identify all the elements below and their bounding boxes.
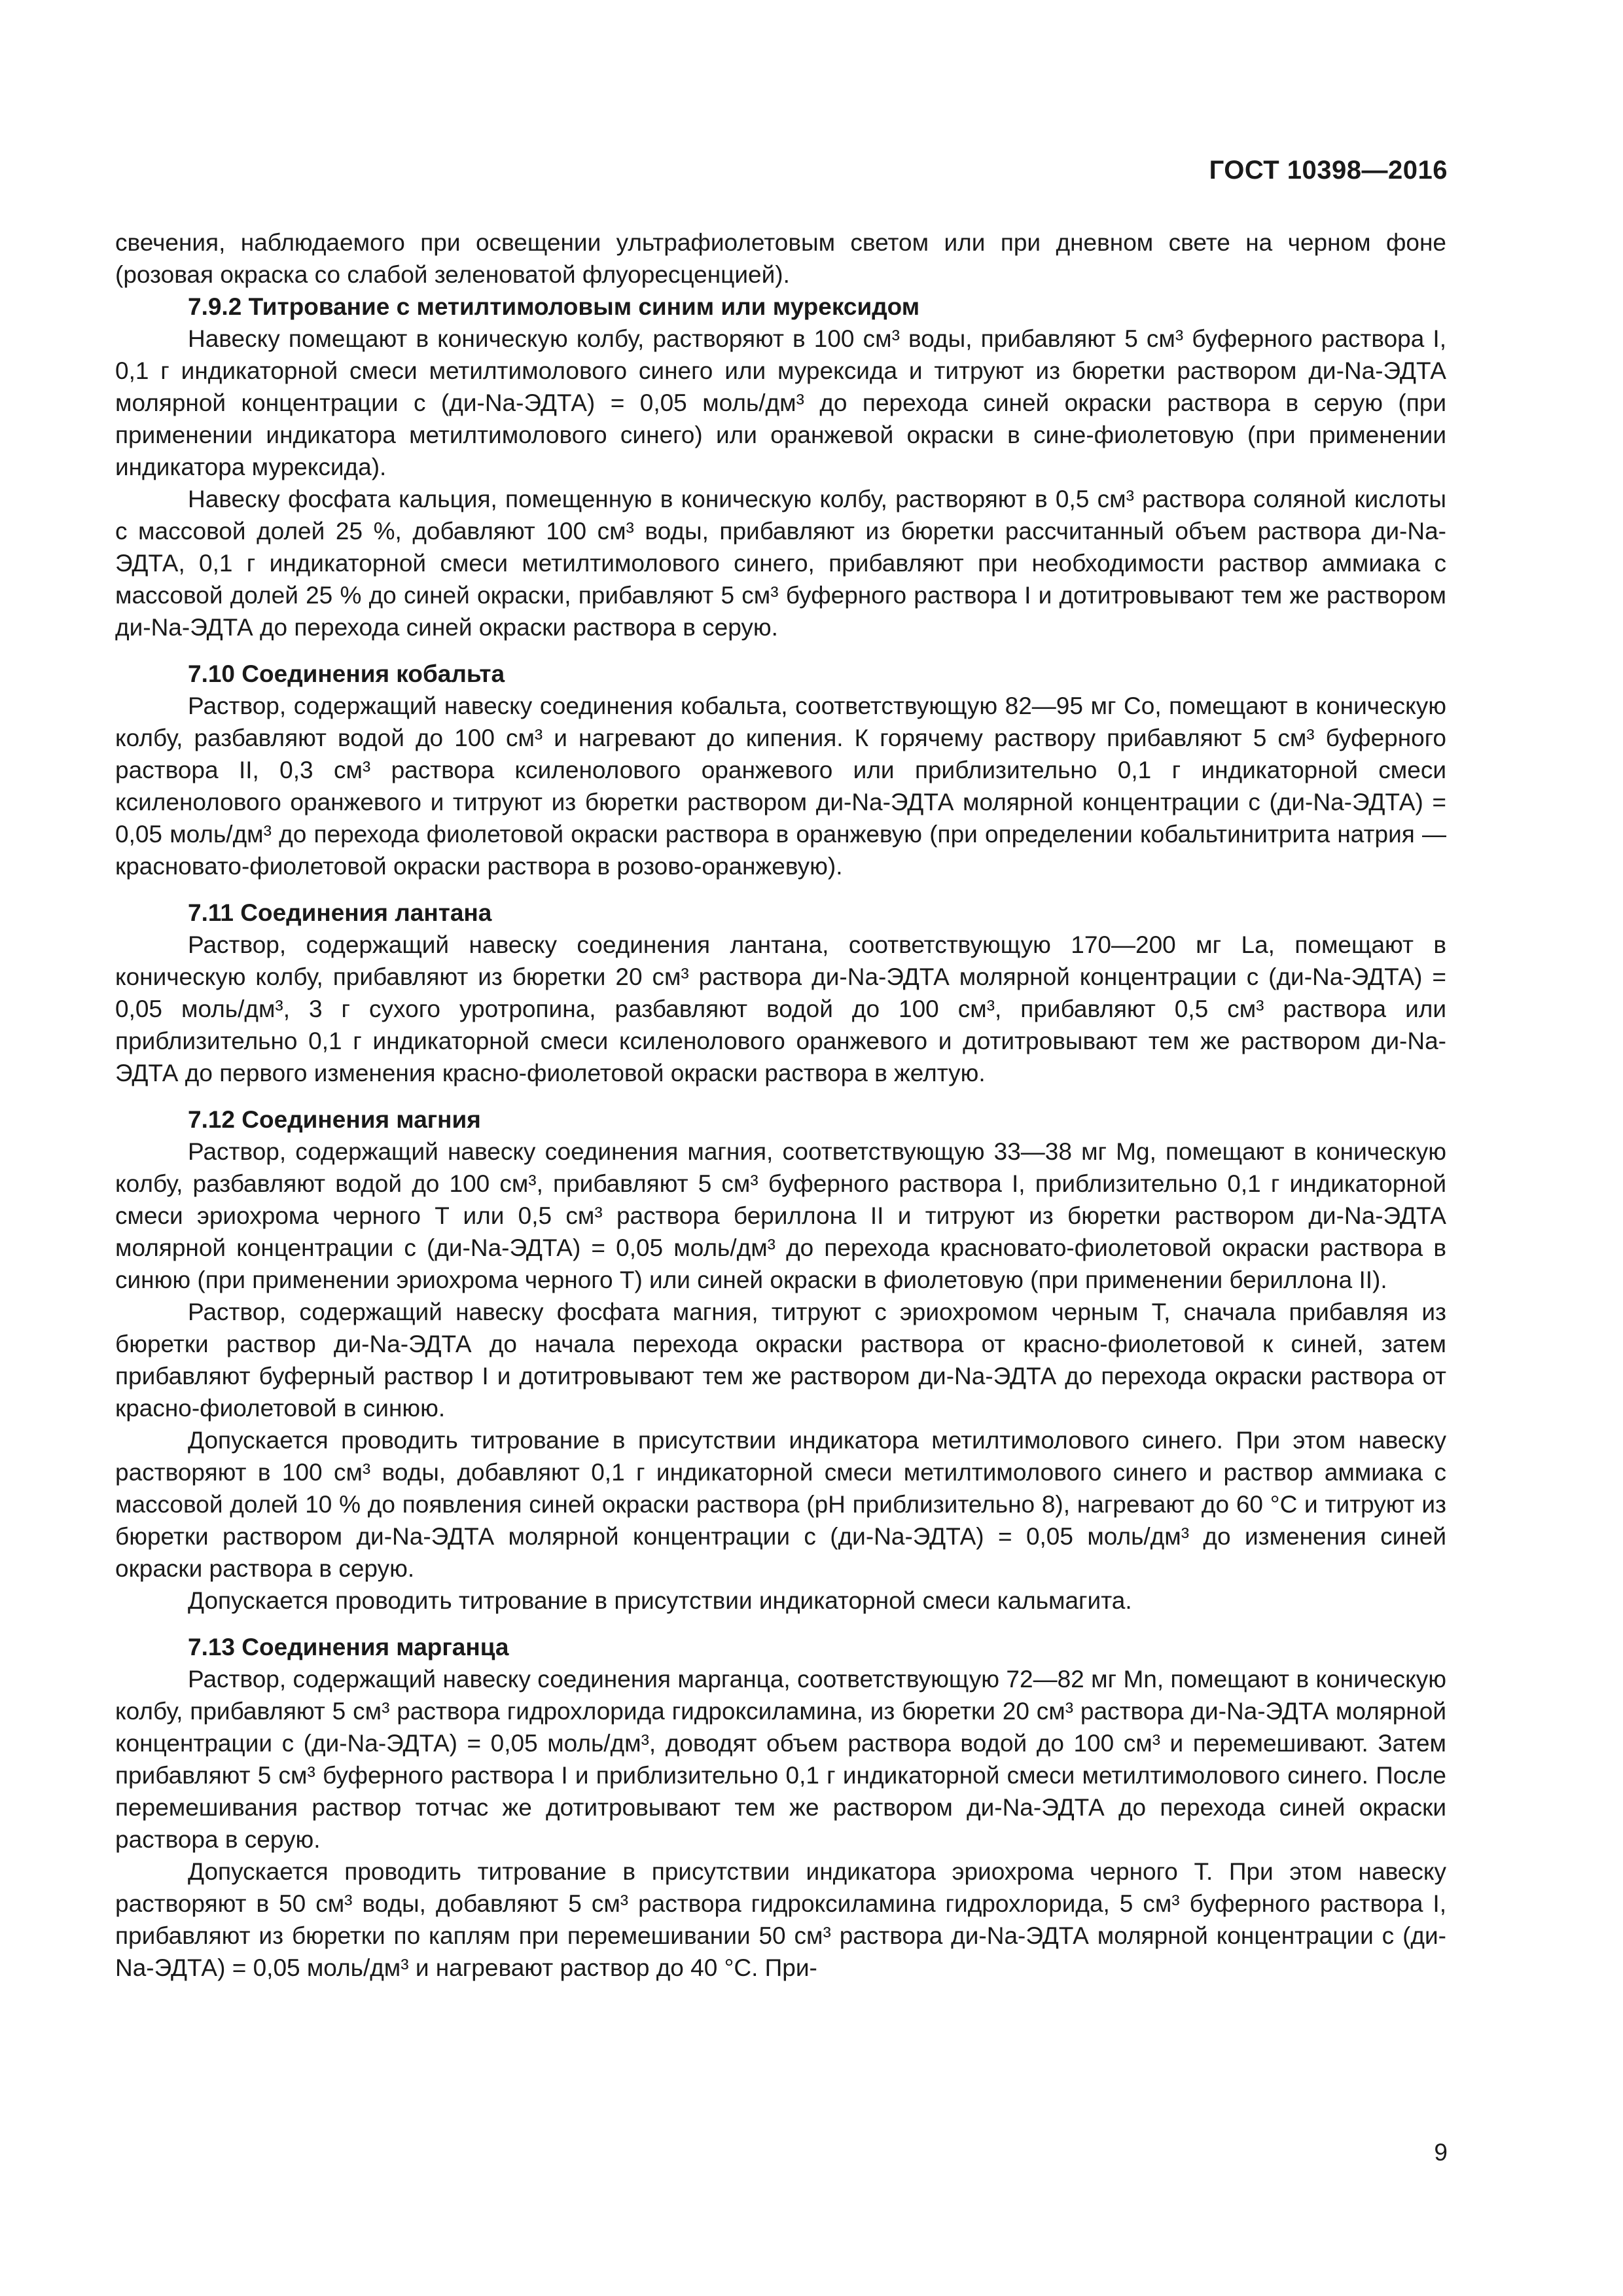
paragraph-7-13-a: Раствор, содержащий навеску соединения марганца, соответствующую 72—82 мг Mn, помещают в коническую колбу, прибавляют 5 см³ раствора гидрохлорида гидроксиламина, из бюретки 20 см³ раствора ди-Na-ЭДТА молярной концентрации c (ди-Na-ЭДТА) = 0,05 моль/дм³, доводят объем раствора водой до 100 см³ и перемешивают. Затем прибавляют 5 см³ буферного раствора I и приблизительно 0,1 г индикаторной смеси метилтимолового синего. После перемешивания раствор тотчас же дотитровывают тем же раствором ди-Na-ЭДТА до перехода синей окраски раствора в серую. [115,1666,1446,1853]
paragraph-7-12-d: Допускается проводить титрование в присутствии индикаторной смеси кальмагита. [188,1587,1132,1614]
section-heading-7-10: 7.10 Соединения кобальта [188,660,505,687]
paragraph-7-12-b: Раствор, содержащий навеску фосфата магния, титруют с эриохромом черным T, сначала прибавляя из бюретки раствор ди-Na-ЭДТА до начала перехода окраски раствора от красно-фиолетовой к синей, затем прибавляют буферный раствор I и дотитровывают тем же раствором ди-Na-ЭДТА до перехода окраски раствора от красно-фиолетовой в синюю. [115,1299,1446,1422]
paragraph-7-13-b: Допускается проводить титрование в присутствии индикатора эриохрома черного T. При этом навеску растворяют в 50 см³ воды, добавляют 5 см³ раствора гидроксиламина гидрохлорида, 5 см³ буферного раствора I, прибавляют из бюретки по каплям при перемешивании 50 см³ раствора ди-Na-ЭДТА молярной концентрации c (ди-Na-ЭДТА) = 0,05 моль/дм³ и нагревают раствор до 40 °C. При- [115,1858,1446,1981]
paragraph-7-9-2-a: Навеску помещают в коническую колбу, растворяют в 100 см³ воды, прибавляют 5 см³ буферного раствора I, 0,1 г индикаторной смеси метилтимолового синего или мурексида и титруют из бюретки раствором ди-Na-ЭДТА молярной концентрации c (ди-Na-ЭДТА) = 0,05 моль/дм³ до перехода синей окраски раствора в серую (при применении индикатора метилтимолового синего) или оранжевой окраски в сине-фиолетовую (при применении индикатора мурексида). [115,325,1446,480]
paragraph-7-10: Раствор, содержащий навеску соединения кобальта, соответствующую 82—95 мг Co, помещают в коническую колбу, разбавляют водой до 100 см³ и нагревают до кипения. К горячему раствору прибавляют 5 см³ буферного раствора II, 0,3 см³ раствора ксиленолового оранжевого или приблизительно 0,1 г индикаторной смеси ксиленолового оранжевого и титруют из бюретки раствором ди-Na-ЭДТА молярной концентрации c (ди-Na-ЭДТА) = 0,05 моль/дм³ до перехода фиолетовой окраски раствора в оранжевую (при определении кобальтинитрита натрия — красновато-фиолетовой окраски раствора в розово-оранжевую). [115,692,1446,880]
section-heading-7-13: 7.13 Соединения марганца [188,1634,509,1660]
section-heading-7-12: 7.12 Соединения магния [188,1106,481,1133]
section-heading-7-9-2: 7.9.2 Титрование с метилтимоловым синим или мурексидом [188,293,920,320]
document-body [115,226,1446,1984]
paragraph-intro-continuation: свечения, наблюдаемого при освещении ультрафиолетовым светом или при дневном свете на черном фоне (розовая окраска со слабой зеленоватой флуоресценцией). [115,229,1446,288]
paragraph-7-9-2-b: Навеску фосфата кальция, помещенную в коническую колбу, растворяют в 0,5 см³ раствора соляной кислоты с массовой долей 25 %, добавляют 100 см³ воды, прибавляют из бюретки рассчитанный объем раствора ди-Na-ЭДТА, 0,1 г индикаторной смеси метилтимолового синего, прибавляют при необходимости раствор аммиака с массовой долей 25 % до синей окраски, прибавляют 5 см³ буферного раствора I и дотитровывают тем же раствором ди-Na-ЭДТА до перехода синей окраски раствора в серую. [115,486,1446,641]
paragraph-7-12-c: Допускается проводить титрование в присутствии индикатора метилтимолового синего. При этом навеску растворяют в 100 см³ воды, добавляют 0,1 г индикаторной смеси метилтимолового синего и раствор аммиака с массовой долей 10 % до появления синей окраски раствора (pH приблизительно 8), нагревают до 60 °C и титруют из бюретки раствором ди-Na-ЭДТА молярной концентрации c (ди-Na-ЭДТА) = 0,05 моль/дм³ до изменения синей окраски раствора в серую. [115,1427,1446,1582]
section-heading-7-11: 7.11 Соединения лантана [188,899,492,926]
page-number: 9 [1434,2139,1448,2166]
standard-code-header: ГОСТ 10398—2016 [1209,156,1448,185]
paragraph-7-11: Раствор, содержащий навеску соединения лантана, соответствующую 170—200 мг La, помещают в коническую колбу, прибавляют из бюретки 20 см³ раствора ди-Na-ЭДТА молярной концентрации c (ди-Na-ЭДТА) = 0,05 моль/дм³, 3 г сухого уротропина, разбавляют водой до 100 см³, прибавляют 0,5 см³ раствора или приблизительно 0,1 г индикаторной смеси ксиленолового оранжевого и дотитровывают тем же раствором ди-Na-ЭДТА до первого изменения красно-фиолетовой окраски раствора в желтую. [115,931,1446,1086]
paragraph-7-12-a: Раствор, содержащий навеску соединения магния, соответствующую 33—38 мг Mg, помещают в коническую колбу, разбавляют водой до 100 см³, прибавляют 5 см³ буферного раствора I, приблизительно 0,1 г индикаторной смеси эриохрома черного T или 0,5 см³ раствора бериллона II и титруют из бюретки раствором ди-Na-ЭДТА молярной концентрации c (ди-Na-ЭДТА) = 0,05 моль/дм³ до перехода красновато-фиолетовой окраски раствора в синюю (при применении эриохрома черного T) или синей окраски в фиолетовую (при применении бериллона II). [115,1138,1446,1293]
